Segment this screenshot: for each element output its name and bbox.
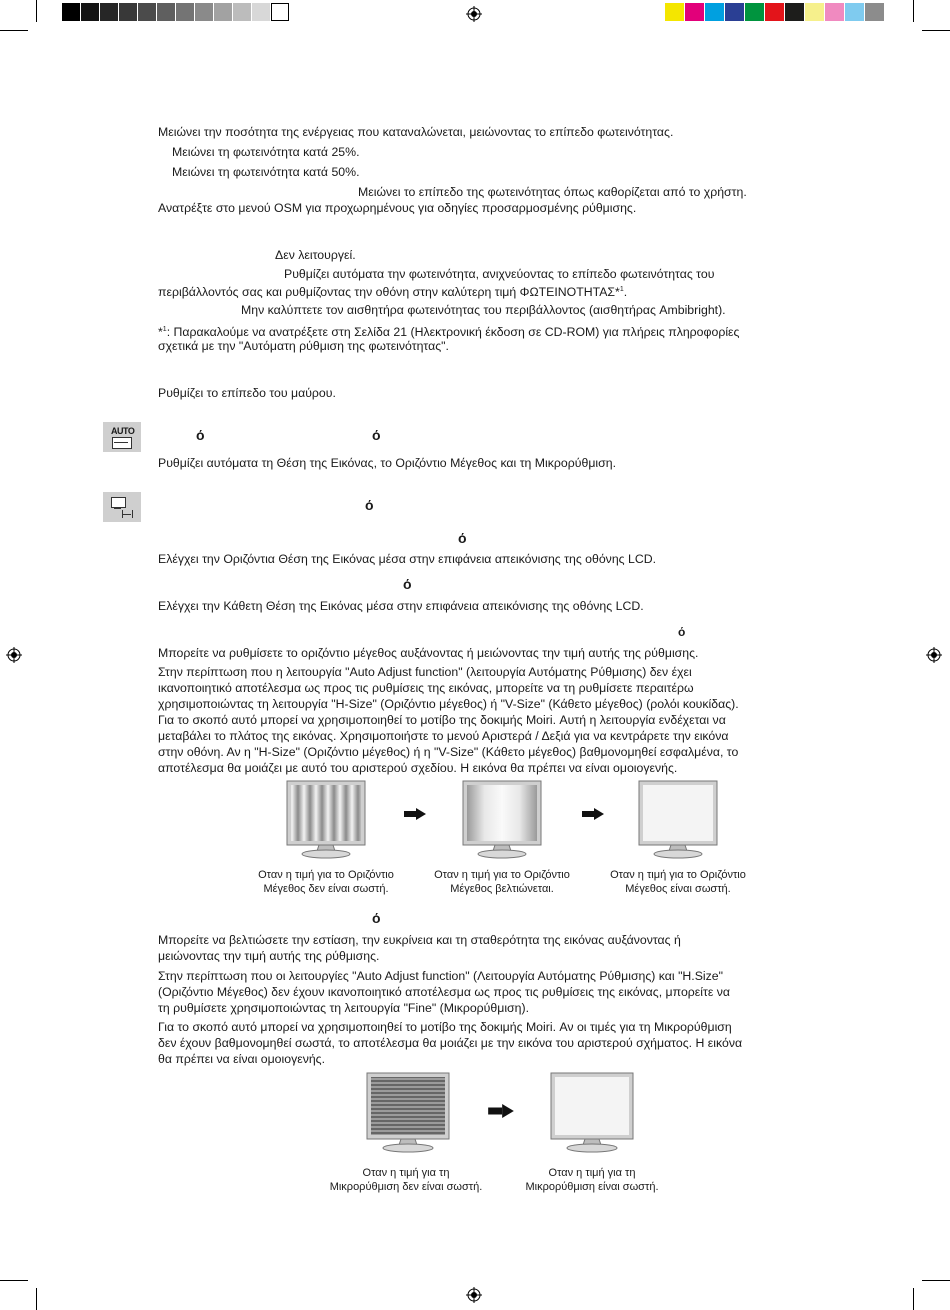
monitor-hsize-incorrect — [286, 780, 366, 860]
monitor-fine-correct — [550, 1072, 634, 1156]
arrow-right-icon — [486, 1104, 516, 1118]
auto-note: Μην καλύπτετε τον αισθητήρα φωτεινότητας του περιβάλλοντος (αισθητήρας Ambibright). — [241, 303, 726, 317]
fine-text: Για το σκοπό αυτό μπορεί να χρησιμοποιηθεί το μοτίβο της δοκιμής Moiri. Αν οι τιμές για τη Μικρορύθμιση — [158, 1020, 732, 1034]
color-swatch — [825, 3, 844, 21]
auto-label: AUTO — [111, 426, 135, 436]
crop-mark — [36, 1288, 37, 1310]
hsize-text: μεταβάλει το πλάτος της εικόνας. Χρησιμοποιήστε το μενού Αριστερά / Δεξιά για να κεντράρετε την εικόνα — [158, 729, 729, 743]
color-bar — [665, 0, 889, 24]
color-swatch — [195, 3, 213, 21]
monitor-hsize-correct — [638, 780, 718, 860]
color-swatch — [252, 3, 270, 21]
fine-text: μειώνοντας την τιμή αυτής της ρύθμισης. — [158, 949, 380, 963]
auto-adjust-icon — [103, 422, 141, 452]
crop-mark — [922, 1280, 950, 1281]
hsize-text: ικανοποιητικό αποτέλεσμα ως προς τις ρυθμίσεις της εικόνας, μπορείτε να τη ρυθμίσετε περαιτέρω — [158, 681, 694, 695]
color-swatch — [665, 3, 684, 21]
color-swatch — [233, 3, 251, 21]
eco-50: Μειώνει τη φωτεινότητα κατά 50%. — [172, 165, 360, 179]
hsize-text: Μπορείτε να ρυθμίσετε το οριζόντιο μέγεθος αυξάνοντας ή μειώνοντας την τιμή αυτής της ρύθμισης. — [158, 646, 699, 660]
color-swatch — [805, 3, 824, 21]
arrow-right-icon — [404, 808, 426, 820]
hsize-text: χρησιμοποιώντας τη λειτουργία "H-Size" (Οριζόντιο μέγεθος) ή "V-Size" (Κάθετο μέγεθος) (ρολόι κουκίδας). — [158, 697, 739, 711]
grayscale-bar — [62, 0, 286, 24]
eco-intro: Μειώνει την ποσότητα της ενέργειας που καταναλώνεται, μειώνοντας το επίπεδο φωτεινότητας. — [158, 125, 674, 139]
caption-hsize-incorrect: Οταν η τιμή για το Οριζόντιο Μέγεθος δεν είναι σωστή. — [258, 869, 394, 895]
registration-mark-icon — [6, 647, 22, 663]
fine-text: δεν έχουν βαθμονομηθεί σωστά, το αποτέλεσμα θα μοιάζει με την εικόνα του αριστερού σχήματος. Η εικόνα — [158, 1036, 743, 1050]
color-swatch — [138, 3, 156, 21]
color-swatch — [685, 3, 704, 21]
accent-mark: ό — [365, 497, 374, 513]
caption-hsize-correct: Οταν η τιμή για το Οριζόντιο Μέγεθος είναι σωστή. — [610, 869, 746, 895]
eco-user: Μειώνει το επίπεδο της φωτεινότητας όπως καθορίζεται από το χρήστη. — [358, 185, 747, 199]
footnote: *$^1$: Παρακαλούμε να ανατρέξετε στη Σελίδα 21 (Ηλεκτρονική έκδοση σε CD-ROM) για πλήρεις πληροφορίες — [158, 325, 740, 340]
auto-on-2: περιβάλλοντός σας και ρυθμίζοντας την οθόνη στην καλύτερη τιμή ΦΩΤΕΙΝΟΤΗΤΑΣ*$^1$. — [158, 285, 628, 300]
color-swatch — [845, 3, 864, 21]
color-swatch — [119, 3, 137, 21]
black-level: Ρυθμίζει το επίπεδο του μαύρου. — [158, 386, 336, 400]
footnote-line-2: σχετικά με την "Αυτόματη ρύθμιση της φωτεινότητας". — [158, 339, 449, 353]
auto-off: Δεν λειτουργεί. — [275, 248, 356, 262]
fine-text: Στην περίπτωση που οι λειτουργίες "Auto Adjust function" (Λειτουργία Αυτόματης Ρύθμισης) και "H.Size" — [158, 969, 724, 983]
crop-mark — [922, 30, 950, 31]
color-swatch — [176, 3, 194, 21]
eco-osm: Ανατρέξτε στο μενού OSM για προχωρημένους για οδηγίες προσαρμοσμένης ρύθμισης. — [158, 201, 637, 215]
registration-mark-icon — [466, 1287, 482, 1303]
caption-fine-correct: Οταν η τιμή για τη Μικρορύθμιση είναι σωστή. — [525, 1167, 659, 1193]
accent-mark: ό — [372, 427, 381, 443]
auto-on-1: Ρυθμίζει αυτόματα την φωτεινότητα, ανιχνεύοντας το επίπεδο φωτεινότητας του — [284, 267, 715, 281]
accent-mark: ό — [403, 576, 412, 592]
fine-text: (Οριζόντιο Μέγεθος) δεν έχουν ικανοποιητικό αποτέλεσμα ως προς τις ρυθμίσεις της εικόνας, μπορείτε να — [158, 985, 731, 999]
fine-text: θα πρέπει να είναι ομοιογενής. — [158, 1052, 326, 1066]
hsize-text: στην οθόνη. Αν η "H-Size" (Οριζόντιο μέγεθος) ή η "V-Size" (Κάθετο μέγεθος) βαθμονομηθεί εσφαλμένα, το — [158, 745, 739, 759]
crop-mark — [0, 30, 28, 31]
crop-mark — [0, 1280, 28, 1281]
eco-25: Μειώνει τη φωτεινότητα κατά 25%. — [172, 145, 360, 159]
color-swatch — [765, 3, 784, 21]
arrow-right-icon — [582, 808, 604, 820]
monitor-hsize-improving — [462, 780, 542, 860]
accent-mark: ό — [372, 910, 381, 926]
color-swatch — [745, 3, 764, 21]
caption-hsize-improving: Οταν η τιμή για το Οριζόντιο Μέγεθος βελτιώνεται. — [434, 869, 570, 895]
monitor-fine-incorrect — [366, 1072, 450, 1156]
auto-adjust-desc: Ρυθμίζει αυτόματα τη Θέση της Εικόνας, το Οριζόντιο Μέγεθος και τη Μικρορύθμιση. — [158, 456, 616, 470]
hsize-text: αποτέλεσμα θα μοιάζει με αυτό του αριστερού σχεδίου. Η εικόνα θα πρέπει να είναι ομοιογενής. — [158, 761, 678, 775]
crop-mark — [913, 1288, 914, 1310]
hsize-text: Στην περίπτωση που η λειτουργία "Auto Adjust function" (λειτουργία Αυτόματης Ρύθμισης) δεν έχει — [158, 665, 692, 679]
registration-mark-icon — [926, 647, 942, 663]
color-swatch — [81, 3, 99, 21]
color-swatch — [214, 3, 232, 21]
crop-mark — [913, 0, 914, 22]
h-position-desc: Ελέγχει την Οριζόντια Θέση της Εικόνας μέσα στην επιφάνεια απεικόνισης της οθόνης LCD. — [158, 552, 657, 566]
registration-mark-icon — [466, 6, 482, 22]
accent-mark: ό — [678, 625, 686, 639]
crop-mark — [36, 0, 37, 22]
accent-mark: ό — [196, 427, 205, 443]
fine-text: τη ρυθμίσετε χρησιμοποιώντας τη λειτουργία "Fine" (Μικρορύθμιση). — [158, 1001, 530, 1015]
color-swatch — [157, 3, 175, 21]
color-swatch — [100, 3, 118, 21]
color-swatch — [271, 3, 289, 21]
fine-text: Μπορείτε να βελτιώσετε την εστίαση, την ευκρίνεια και τη σταθερότητα της εικόνας αυξάνοντας ή — [158, 933, 681, 947]
color-swatch — [785, 3, 804, 21]
hsize-text: Για το σκοπό αυτό μπορεί να χρησιμοποιηθεί το μοτίβο της δοκιμής Moiri. Αυτή η λειτουργία ενδέχεται να — [158, 713, 726, 727]
accent-mark: ό — [458, 530, 467, 546]
color-swatch — [705, 3, 724, 21]
v-position-desc: Ελέγχει την Κάθετη Θέση της Εικόνας μέσα στην επιφάνεια απεικόνισης της οθόνης LCD. — [158, 599, 644, 613]
color-swatch — [865, 3, 884, 21]
caption-fine-incorrect: Οταν η τιμή για τη Μικρορύθμιση δεν είναι σωστή. — [329, 1167, 483, 1193]
color-swatch — [725, 3, 744, 21]
color-swatch — [62, 3, 80, 21]
position-adjust-icon — [103, 492, 141, 522]
